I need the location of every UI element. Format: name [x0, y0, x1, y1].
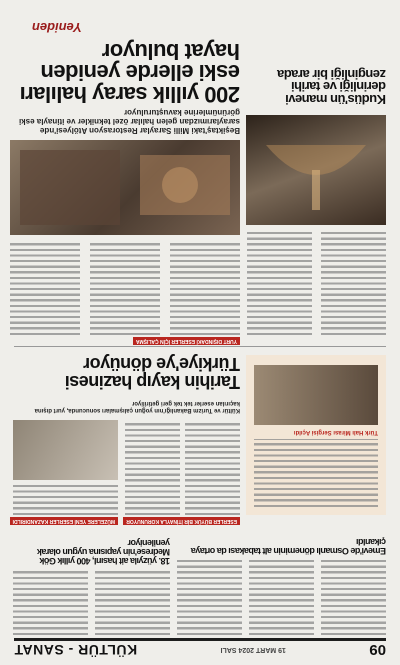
bottom-left-col-1	[95, 570, 170, 635]
sidebar-box	[246, 355, 386, 515]
right-headline: Kudüs'ün manevi derinliği ve tarihi zenginliği bir arada	[277, 66, 386, 107]
mosque-photo-icon	[246, 115, 386, 225]
left-col-3	[13, 485, 118, 515]
main-col-2	[90, 240, 160, 335]
left-col-1	[185, 420, 240, 515]
left-headline: Tarihin kayıp hazinesi Türkiye'ye dönüyor	[65, 354, 240, 392]
bottom-left-col-2	[13, 570, 88, 635]
artifact-photo	[13, 420, 118, 480]
bottom-mid-headline: Emevi'de Osmanlı döneminin alt tabakası da ortaya çıkarıldı	[191, 537, 386, 556]
left-subhead: Kültür ve Turizm Bakanlığı'nın yoğun çalışmaları sonucunda, yurt dışına kaçırılan eserler tek tek geri getiriliyor	[34, 400, 240, 413]
bottom-mid-col-3	[177, 560, 242, 635]
sidebar-photo	[254, 365, 378, 425]
page-date: 19 MART 2024 SALI	[220, 646, 286, 654]
main-col-3	[10, 240, 80, 335]
bottom-left-headline: 18. yüzyıla ait hasırıl, 400 yıllık Gök Medrese'nin yapısına uygun olarak yenileniyor	[37, 538, 170, 566]
bottom-mid-col-2	[249, 560, 314, 635]
red-tag-1: YURT DIŞINDAKİ ESERLER İÇİN ÇALIŞMA	[133, 337, 240, 345]
kudus-col-2	[247, 230, 312, 335]
bottom-mid-col-1	[321, 560, 386, 635]
kudus-col-1	[321, 230, 386, 335]
left-col-2	[125, 420, 180, 515]
main-photo	[10, 140, 240, 235]
main-headline: 200 yıllık saray halıları eski ellerde yeniden hayat buluyor	[20, 38, 240, 107]
main-deck: Beşiktaş'taki Milli Saraylar Restorasyon Atölyesi'nde saraylarımızdan gelen halılar özel teknikler ve itinayla eski görünümlerine kavuşturuluyor	[19, 107, 240, 135]
main-col-1	[170, 240, 240, 335]
section-divider	[14, 346, 386, 347]
red-tag-3: MÜZELERE YENİ ESERLER KAZANDIRILDI	[10, 517, 118, 525]
section-name: KÜLTÜR - SANAT	[14, 642, 138, 658]
sidebar-headline: Türk Halı Mirası Sergisi Açıldı	[293, 429, 378, 435]
carpet-photo-icon	[10, 140, 240, 235]
red-tag-2: ESERLER BÜYÜK BİR İTİNAYLA KORUNUYOR	[123, 517, 240, 525]
folio-bar	[14, 638, 386, 659]
sidebar-col	[254, 439, 378, 507]
kudus-photo	[246, 115, 386, 225]
page-number: 09	[369, 641, 386, 659]
masthead-logo: Yeniden	[31, 20, 82, 35]
